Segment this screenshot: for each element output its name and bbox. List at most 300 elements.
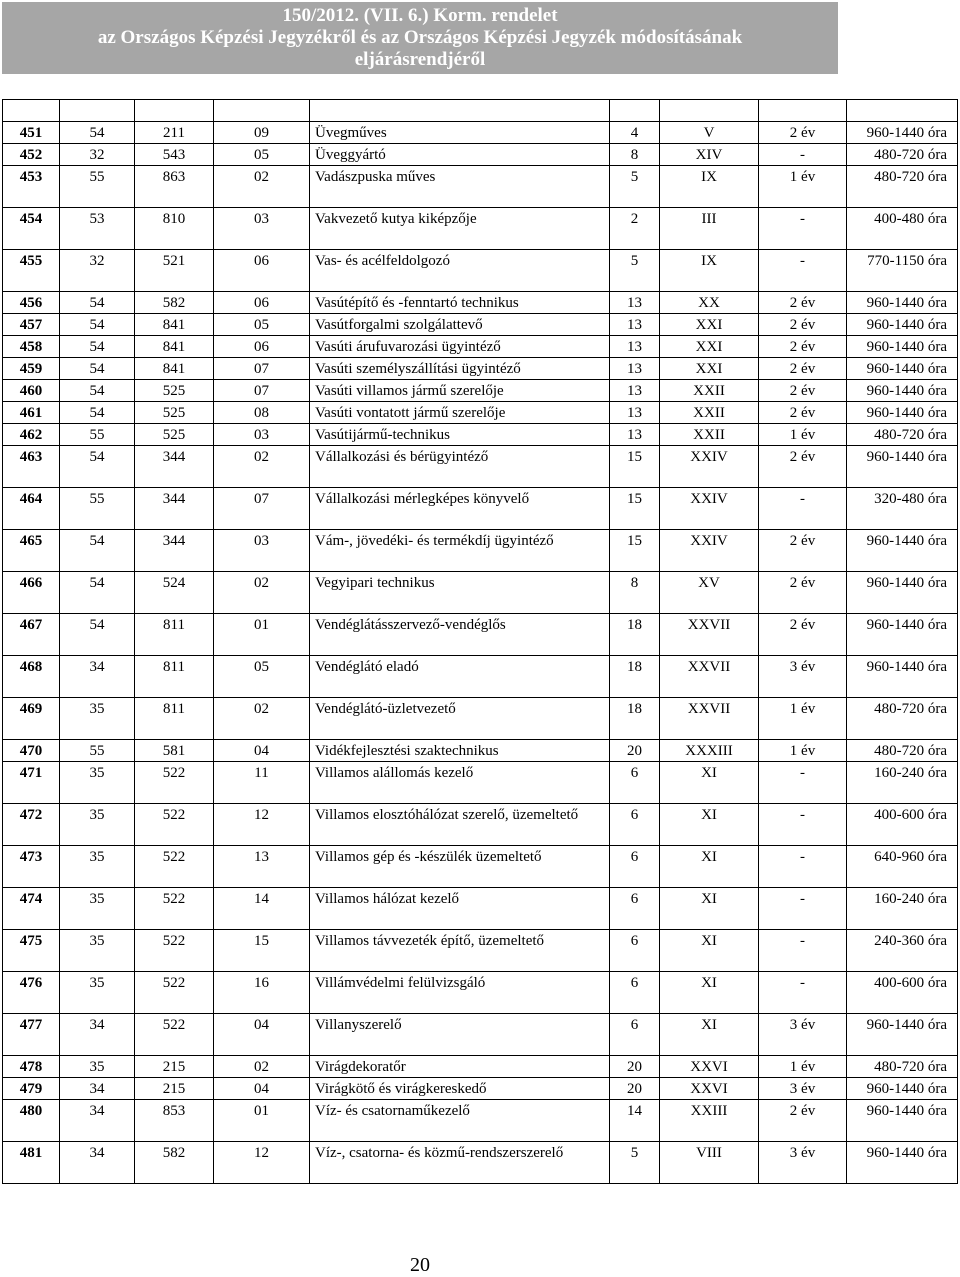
sector-group: XXXIII xyxy=(660,740,759,762)
code-part-2: 543 xyxy=(135,144,214,166)
header-cell xyxy=(610,100,660,122)
sector-group: XI xyxy=(660,930,759,972)
training-hours: 770-1150 óra xyxy=(847,250,958,292)
training-years: 2 év xyxy=(759,402,847,424)
code-part-1: 55 xyxy=(60,488,135,530)
qualification-name: Villamos gép és -készülék üzemeltető xyxy=(310,846,610,888)
table-row xyxy=(3,1142,958,1184)
code-part-2: 841 xyxy=(135,358,214,380)
row-number: 455 xyxy=(3,250,60,292)
code-part-2: 582 xyxy=(135,1142,214,1184)
training-hours: 480-720 óra xyxy=(847,1056,958,1078)
code-part-3: 12 xyxy=(214,804,310,846)
code-part-1: 34 xyxy=(60,1078,135,1100)
table-row xyxy=(3,402,958,424)
training-hours: 960-1440 óra xyxy=(847,292,958,314)
qualification-name: Vakvezető kutya kiképzője xyxy=(310,208,610,250)
qualification-name: Vasútépítő és -fenntartó technikus xyxy=(310,292,610,314)
training-years: 2 év xyxy=(759,314,847,336)
code-part-3: 05 xyxy=(214,314,310,336)
training-years: 1 év xyxy=(759,698,847,740)
code-part-1: 35 xyxy=(60,804,135,846)
table-row xyxy=(3,144,958,166)
training-years: 1 év xyxy=(759,740,847,762)
training-hours: 960-1440 óra xyxy=(847,122,958,144)
code-part-3: 11 xyxy=(214,762,310,804)
row-number: 480 xyxy=(3,1100,60,1142)
training-years: 2 év xyxy=(759,446,847,488)
code-part-3: 15 xyxy=(214,930,310,972)
row-number: 470 xyxy=(3,740,60,762)
code-part-1: 54 xyxy=(60,380,135,402)
qualification-name: Víz-, csatorna- és közmű-rendszerszerelő xyxy=(310,1142,610,1184)
training-years: - xyxy=(759,762,847,804)
training-years: 2 év xyxy=(759,530,847,572)
code-part-1: 54 xyxy=(60,122,135,144)
code-part-2: 521 xyxy=(135,250,214,292)
training-hours: 640-960 óra xyxy=(847,846,958,888)
code-part-3: 03 xyxy=(214,208,310,250)
row-number: 463 xyxy=(3,446,60,488)
code-part-3: 07 xyxy=(214,358,310,380)
table-row xyxy=(3,1100,958,1142)
sector-group: V xyxy=(660,122,759,144)
training-years: 2 év xyxy=(759,358,847,380)
qualification-name: Vasútforgalmi szolgálattevő xyxy=(310,314,610,336)
table-row xyxy=(3,804,958,846)
code-part-3: 14 xyxy=(214,888,310,930)
sector-number: 2 xyxy=(610,208,660,250)
table-row xyxy=(3,358,958,380)
training-years: 3 év xyxy=(759,656,847,698)
code-part-1: 35 xyxy=(60,972,135,1014)
code-part-1: 34 xyxy=(60,1014,135,1056)
sector-group: XXVII xyxy=(660,656,759,698)
row-number: 481 xyxy=(3,1142,60,1184)
table-row xyxy=(3,614,958,656)
code-part-1: 35 xyxy=(60,930,135,972)
header-cell xyxy=(60,100,135,122)
code-part-3: 04 xyxy=(214,1078,310,1100)
code-part-1: 54 xyxy=(60,614,135,656)
training-hours: 960-1440 óra xyxy=(847,572,958,614)
code-part-2: 344 xyxy=(135,446,214,488)
training-hours: 960-1440 óra xyxy=(847,380,958,402)
training-hours: 960-1440 óra xyxy=(847,358,958,380)
code-part-1: 54 xyxy=(60,336,135,358)
row-number: 461 xyxy=(3,402,60,424)
row-number: 451 xyxy=(3,122,60,144)
training-hours: 960-1440 óra xyxy=(847,446,958,488)
table-row xyxy=(3,1014,958,1056)
sector-group: XXIII xyxy=(660,1100,759,1142)
qualification-name: Vendéglátásszervező-vendéglős xyxy=(310,614,610,656)
sector-group: XI xyxy=(660,762,759,804)
row-number: 478 xyxy=(3,1056,60,1078)
sector-number: 20 xyxy=(610,1078,660,1100)
code-part-1: 32 xyxy=(60,144,135,166)
code-part-2: 841 xyxy=(135,336,214,358)
code-part-3: 09 xyxy=(214,122,310,144)
table-row xyxy=(3,572,958,614)
header-line-3: eljárásrendjéről xyxy=(354,49,486,70)
training-hours: 960-1440 óra xyxy=(847,314,958,336)
row-number: 458 xyxy=(3,336,60,358)
table-row xyxy=(3,208,958,250)
training-years: 2 év xyxy=(759,614,847,656)
sector-number: 6 xyxy=(610,888,660,930)
qualification-name: Vállalkozási és bérügyintéző xyxy=(310,446,610,488)
sector-group: XXII xyxy=(660,380,759,402)
table-row xyxy=(3,698,958,740)
qualification-name: Villámvédelmi felülvizsgáló xyxy=(310,972,610,1014)
qualification-name: Vendéglátó-üzletvezető xyxy=(310,698,610,740)
sector-number: 20 xyxy=(610,740,660,762)
training-hours: 960-1440 óra xyxy=(847,1142,958,1184)
code-part-2: 811 xyxy=(135,656,214,698)
code-part-3: 08 xyxy=(214,402,310,424)
code-part-3: 07 xyxy=(214,488,310,530)
row-number: 452 xyxy=(3,144,60,166)
qualification-name: Villamos elosztóhálózat szerelő, üzemeltető xyxy=(310,804,610,846)
table-row xyxy=(3,1056,958,1078)
sector-group: XXVII xyxy=(660,698,759,740)
sector-number: 13 xyxy=(610,358,660,380)
code-part-3: 05 xyxy=(214,656,310,698)
code-part-1: 54 xyxy=(60,530,135,572)
qualification-name: Vasúti villamos jármű szerelője xyxy=(310,380,610,402)
qualification-name: Vendéglátó eladó xyxy=(310,656,610,698)
code-part-1: 55 xyxy=(60,166,135,208)
sector-number: 5 xyxy=(610,1142,660,1184)
code-part-3: 01 xyxy=(214,614,310,656)
training-years: - xyxy=(759,208,847,250)
code-part-1: 54 xyxy=(60,402,135,424)
qualification-name: Vidékfejlesztési szaktechnikus xyxy=(310,740,610,762)
row-number: 473 xyxy=(3,846,60,888)
row-number: 474 xyxy=(3,888,60,930)
row-number: 466 xyxy=(3,572,60,614)
table-row xyxy=(3,122,958,144)
training-hours: 960-1440 óra xyxy=(847,530,958,572)
code-part-3: 03 xyxy=(214,530,310,572)
training-hours: 240-360 óra xyxy=(847,930,958,972)
code-part-2: 863 xyxy=(135,166,214,208)
sector-group: XXVII xyxy=(660,614,759,656)
code-part-1: 35 xyxy=(60,698,135,740)
header-cell xyxy=(759,100,847,122)
row-number: 469 xyxy=(3,698,60,740)
code-part-3: 02 xyxy=(214,572,310,614)
training-years: - xyxy=(759,930,847,972)
sector-number: 4 xyxy=(610,122,660,144)
sector-number: 15 xyxy=(610,446,660,488)
table-row xyxy=(3,1078,958,1100)
sector-group: XXIV xyxy=(660,488,759,530)
table-row xyxy=(3,446,958,488)
code-part-2: 522 xyxy=(135,930,214,972)
code-part-1: 35 xyxy=(60,762,135,804)
qualification-name: Üvegműves xyxy=(310,122,610,144)
code-part-3: 01 xyxy=(214,1100,310,1142)
training-hours: 960-1440 óra xyxy=(847,656,958,698)
code-part-2: 522 xyxy=(135,972,214,1014)
training-years: 2 év xyxy=(759,292,847,314)
training-hours: 960-1440 óra xyxy=(847,1078,958,1100)
training-hours: 160-240 óra xyxy=(847,888,958,930)
row-number: 465 xyxy=(3,530,60,572)
sector-group: XXVI xyxy=(660,1078,759,1100)
code-part-2: 525 xyxy=(135,402,214,424)
sector-number: 6 xyxy=(610,972,660,1014)
row-number: 457 xyxy=(3,314,60,336)
training-years: 3 év xyxy=(759,1142,847,1184)
sector-group: XI xyxy=(660,888,759,930)
code-part-2: 525 xyxy=(135,424,214,446)
training-hours: 960-1440 óra xyxy=(847,336,958,358)
code-part-1: 55 xyxy=(60,424,135,446)
code-part-1: 54 xyxy=(60,572,135,614)
table-row xyxy=(3,656,958,698)
training-years: - xyxy=(759,144,847,166)
training-hours: 960-1440 óra xyxy=(847,1014,958,1056)
qualification-name: Villamos hálózat kezelő xyxy=(310,888,610,930)
qualification-name: Vállalkozási mérlegképes könyvelő xyxy=(310,488,610,530)
code-part-2: 841 xyxy=(135,314,214,336)
code-part-1: 34 xyxy=(60,656,135,698)
training-years: - xyxy=(759,250,847,292)
training-years: 2 év xyxy=(759,380,847,402)
qualification-name: Virágdekoratőr xyxy=(310,1056,610,1078)
header-cell xyxy=(847,100,958,122)
page-number: 20 xyxy=(410,1254,430,1276)
row-number: 454 xyxy=(3,208,60,250)
training-years: - xyxy=(759,846,847,888)
header-line-2: az Országos Képzési Jegyzékről és az Országos Képzési Jegyzék módosításának xyxy=(97,27,743,48)
code-part-1: 35 xyxy=(60,1056,135,1078)
row-number: 477 xyxy=(3,1014,60,1056)
table-row xyxy=(3,336,958,358)
table-row xyxy=(3,488,958,530)
qualification-name: Virágkötő és virágkereskedő xyxy=(310,1078,610,1100)
training-hours: 960-1440 óra xyxy=(847,1100,958,1142)
sector-group: XI xyxy=(660,804,759,846)
code-part-1: 32 xyxy=(60,250,135,292)
table-row xyxy=(3,972,958,1014)
sector-group: VIII xyxy=(660,1142,759,1184)
training-hours: 480-720 óra xyxy=(847,740,958,762)
document-header xyxy=(2,2,838,74)
qualification-name: Vasúti vontatott jármű szerelője xyxy=(310,402,610,424)
qualification-name: Vám-, jövedéki- és termékdíj ügyintéző xyxy=(310,530,610,572)
sector-group: XXI xyxy=(660,314,759,336)
sector-group: XXII xyxy=(660,402,759,424)
training-years: - xyxy=(759,488,847,530)
row-number: 475 xyxy=(3,930,60,972)
table-row xyxy=(3,930,958,972)
header-cell xyxy=(214,100,310,122)
code-part-3: 12 xyxy=(214,1142,310,1184)
training-hours: 480-720 óra xyxy=(847,698,958,740)
code-part-1: 54 xyxy=(60,314,135,336)
row-number: 471 xyxy=(3,762,60,804)
training-years: 2 év xyxy=(759,336,847,358)
sector-group: IX xyxy=(660,166,759,208)
row-number: 462 xyxy=(3,424,60,446)
row-number: 472 xyxy=(3,804,60,846)
sector-number: 13 xyxy=(610,314,660,336)
training-years: 2 év xyxy=(759,572,847,614)
training-hours: 480-720 óra xyxy=(847,166,958,208)
table-row xyxy=(3,762,958,804)
code-part-3: 04 xyxy=(214,1014,310,1056)
code-part-1: 35 xyxy=(60,888,135,930)
training-years: - xyxy=(759,888,847,930)
sector-group: XI xyxy=(660,846,759,888)
code-part-2: 811 xyxy=(135,614,214,656)
code-part-3: 02 xyxy=(214,446,310,488)
training-hours: 320-480 óra xyxy=(847,488,958,530)
header-cell xyxy=(310,100,610,122)
code-part-1: 53 xyxy=(60,208,135,250)
sector-number: 18 xyxy=(610,656,660,698)
training-hours: 960-1440 óra xyxy=(847,402,958,424)
code-part-3: 04 xyxy=(214,740,310,762)
qualification-name: Vasútijármű-technikus xyxy=(310,424,610,446)
qualification-name: Villanyszerelő xyxy=(310,1014,610,1056)
sector-group: XI xyxy=(660,1014,759,1056)
code-part-2: 522 xyxy=(135,804,214,846)
code-part-1: 34 xyxy=(60,1142,135,1184)
row-number: 460 xyxy=(3,380,60,402)
training-years: 3 év xyxy=(759,1078,847,1100)
qualification-name: Vadászpuska műves xyxy=(310,166,610,208)
qualification-name: Vas- és acélfeldolgozó xyxy=(310,250,610,292)
qualification-name: Vegyipari technikus xyxy=(310,572,610,614)
row-number: 476 xyxy=(3,972,60,1014)
sector-number: 13 xyxy=(610,380,660,402)
code-part-3: 02 xyxy=(214,698,310,740)
table-header-row xyxy=(3,100,958,122)
sector-number: 6 xyxy=(610,762,660,804)
training-years: 1 év xyxy=(759,1056,847,1078)
code-part-2: 581 xyxy=(135,740,214,762)
table-row xyxy=(3,166,958,208)
training-hours: 480-720 óra xyxy=(847,144,958,166)
sector-group: XXII xyxy=(660,424,759,446)
code-part-2: 215 xyxy=(135,1078,214,1100)
code-part-1: 34 xyxy=(60,1100,135,1142)
qualification-name: Villamos távvezeték építő, üzemeltető xyxy=(310,930,610,972)
code-part-3: 02 xyxy=(214,166,310,208)
qualification-name: Üveggyártó xyxy=(310,144,610,166)
row-number: 464 xyxy=(3,488,60,530)
sector-number: 18 xyxy=(610,614,660,656)
qualification-name: Víz- és csatornaműkezelő xyxy=(310,1100,610,1142)
code-part-2: 211 xyxy=(135,122,214,144)
table-row xyxy=(3,250,958,292)
qualification-name: Vasúti árufuvarozási ügyintéző xyxy=(310,336,610,358)
sector-group: XXI xyxy=(660,358,759,380)
code-part-1: 35 xyxy=(60,846,135,888)
sector-group: XI xyxy=(660,972,759,1014)
training-years: 2 év xyxy=(759,1100,847,1142)
sector-group: IX xyxy=(660,250,759,292)
training-hours: 400-600 óra xyxy=(847,804,958,846)
table-row xyxy=(3,292,958,314)
sector-group: XXIV xyxy=(660,446,759,488)
training-years: 1 év xyxy=(759,424,847,446)
training-years: - xyxy=(759,804,847,846)
code-part-1: 54 xyxy=(60,292,135,314)
row-number: 467 xyxy=(3,614,60,656)
code-part-3: 05 xyxy=(214,144,310,166)
code-part-2: 853 xyxy=(135,1100,214,1142)
code-part-2: 344 xyxy=(135,530,214,572)
sector-number: 6 xyxy=(610,846,660,888)
code-part-2: 811 xyxy=(135,698,214,740)
row-number: 453 xyxy=(3,166,60,208)
sector-group: III xyxy=(660,208,759,250)
row-number: 468 xyxy=(3,656,60,698)
code-part-3: 02 xyxy=(214,1056,310,1078)
sector-group: XXIV xyxy=(660,530,759,572)
code-part-3: 06 xyxy=(214,336,310,358)
sector-group: XV xyxy=(660,572,759,614)
qualification-name: Villamos alállomás kezelő xyxy=(310,762,610,804)
training-years: 2 év xyxy=(759,122,847,144)
header-cell xyxy=(660,100,759,122)
code-part-1: 54 xyxy=(60,446,135,488)
table-row xyxy=(3,846,958,888)
code-part-3: 06 xyxy=(214,250,310,292)
sector-number: 13 xyxy=(610,336,660,358)
code-part-2: 582 xyxy=(135,292,214,314)
code-part-3: 06 xyxy=(214,292,310,314)
code-part-3: 13 xyxy=(214,846,310,888)
qualification-name: Vasúti személyszállítási ügyintéző xyxy=(310,358,610,380)
sector-number: 15 xyxy=(610,488,660,530)
sector-number: 6 xyxy=(610,804,660,846)
training-hours: 480-720 óra xyxy=(847,424,958,446)
table-row xyxy=(3,424,958,446)
sector-number: 5 xyxy=(610,166,660,208)
header-cell xyxy=(135,100,214,122)
table-row xyxy=(3,314,958,336)
sector-number: 15 xyxy=(610,530,660,572)
row-number: 456 xyxy=(3,292,60,314)
sector-number: 13 xyxy=(610,402,660,424)
code-part-2: 524 xyxy=(135,572,214,614)
code-part-1: 55 xyxy=(60,740,135,762)
sector-number: 8 xyxy=(610,144,660,166)
sector-number: 13 xyxy=(610,424,660,446)
sector-number: 6 xyxy=(610,930,660,972)
code-part-3: 16 xyxy=(214,972,310,1014)
code-part-2: 344 xyxy=(135,488,214,530)
training-years: - xyxy=(759,972,847,1014)
code-part-2: 525 xyxy=(135,380,214,402)
training-years: 1 év xyxy=(759,166,847,208)
table-row xyxy=(3,740,958,762)
row-number: 479 xyxy=(3,1078,60,1100)
training-hours: 160-240 óra xyxy=(847,762,958,804)
code-part-3: 07 xyxy=(214,380,310,402)
code-part-1: 54 xyxy=(60,358,135,380)
code-part-2: 522 xyxy=(135,846,214,888)
code-part-2: 522 xyxy=(135,762,214,804)
code-part-2: 215 xyxy=(135,1056,214,1078)
